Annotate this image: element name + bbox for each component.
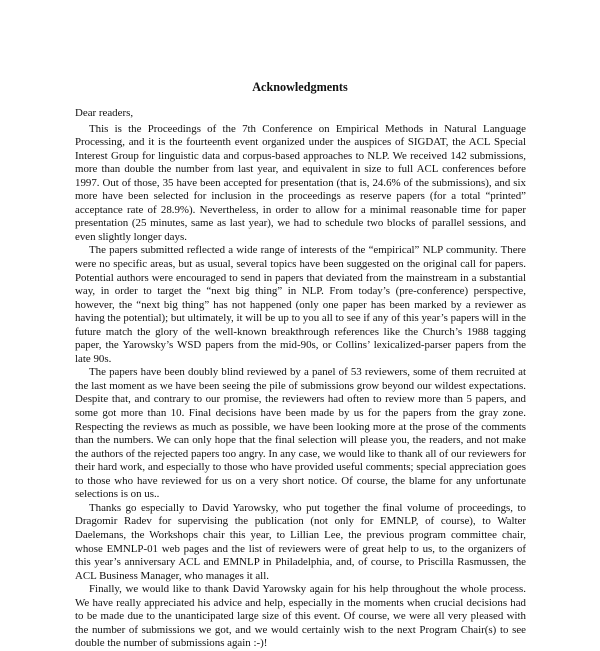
paragraph-submissions: The papers submitted reflected a wide range of interests of the “empirical” NLP community. There were no specific areas, but as usual, several topics have been suggested on the original call for papers. Potential authors were encouraged to send in papers that deviated from the mainstream in a substantial way, in order to target the “next big thing” in NLP. From today’s (pre-conference) perspective, however, the “next big thing” has not happened (only one paper has been marked by a reviewer as having the potential); but ultimately, it will be up to you all to see if any of this year’s papers will in the future match the glory of the well-known breakthrough references like the Church’s 1988 tagging paper, the Yarowsky’s WSD papers from the mid-90s, or Collins’ lexicalized-parser papers from the late 90s. xyxy=(75,244,526,365)
paragraph-thanks: Thanks go especially to David Yarowsky, who put together the final volume of proceedings, to Dragomir Radev for supervising the publication (not only for EMNLP, of course), to Walter Daelemans, the Workshops chair this year, to Lillian Lee, the previous program committee chair, whose EMNLP-01 web pages and the list of reviewers were of great help to us, to the organizers of this year’s anniversary ACL and EMNLP in Philadelphia, and, of course, to Priscilla Rasmussen, the ACL Business Manager, who manages it all. xyxy=(75,501,526,582)
page-title: Acknowledgments xyxy=(252,80,348,94)
document-body xyxy=(75,107,526,651)
salutation: Dear readers, xyxy=(75,107,134,119)
paragraph-reviewing: The papers have been doubly blind reviewed by a panel of 53 reviewers, some of them recruited at the last moment as we have been seeing the pile of submissions grow beyond our wildest expectations. Despite that, and contrary to our promise, the reviewers had often to review more than 5 papers, and some got more than 10. Final decisions have been made by us for the papers from the gray zone. Respecting the reviews as much as possible, we have been looking more at the prose of the comments than the numbers. We can only hope that the final selection will please you, the readers, and not make the authors of the rejected papers too angry. In any case, we would like to thank all of our reviewers for their hard work, and especially to those who have provided useful comments; special appreciation goes to those who have reviewed for us on a very short notice. Of course, the blame for any unfortunate selections is on us.. xyxy=(75,366,526,501)
paragraph-closing: Finally, we would like to thank David Yarowsky again for his help throughout the whole process. We have really appreciated his advice and help, especially in the moments when crucial decisions had to be made due to the unanticipated large size of this event. Of course, we were all very pleased with the number of submissions we got, and we would certainly wish to the next Program Chair(s) to see double the number of submissions again :-)! xyxy=(75,583,526,650)
paragraph-overview: This is the Proceedings of the 7th Conference on Empirical Methods in Natural Language Processing, and it is the fourteenth event organized under the auspices of SIGDAT, the ACL Special Interest Group for linguistic data and corpus-based approaches to NLP. We received 142 submissions, more than double the number from last year, and equivalent in size to full ACL conferences before 1997. Out of those, 35 have been accepted for presentation (that is, 24.6% of the submissions), and six more have been selected for inclusion in the proceedings as reserve papers (for a total “printed” acceptance rate of 28.9%). Nevertheless, in order to allow for a minimal reasonable time for paper presentation (25 minutes, same as last year), we had to schedule two blocks of parallel sessions, and even slightly longer days. xyxy=(75,122,526,243)
